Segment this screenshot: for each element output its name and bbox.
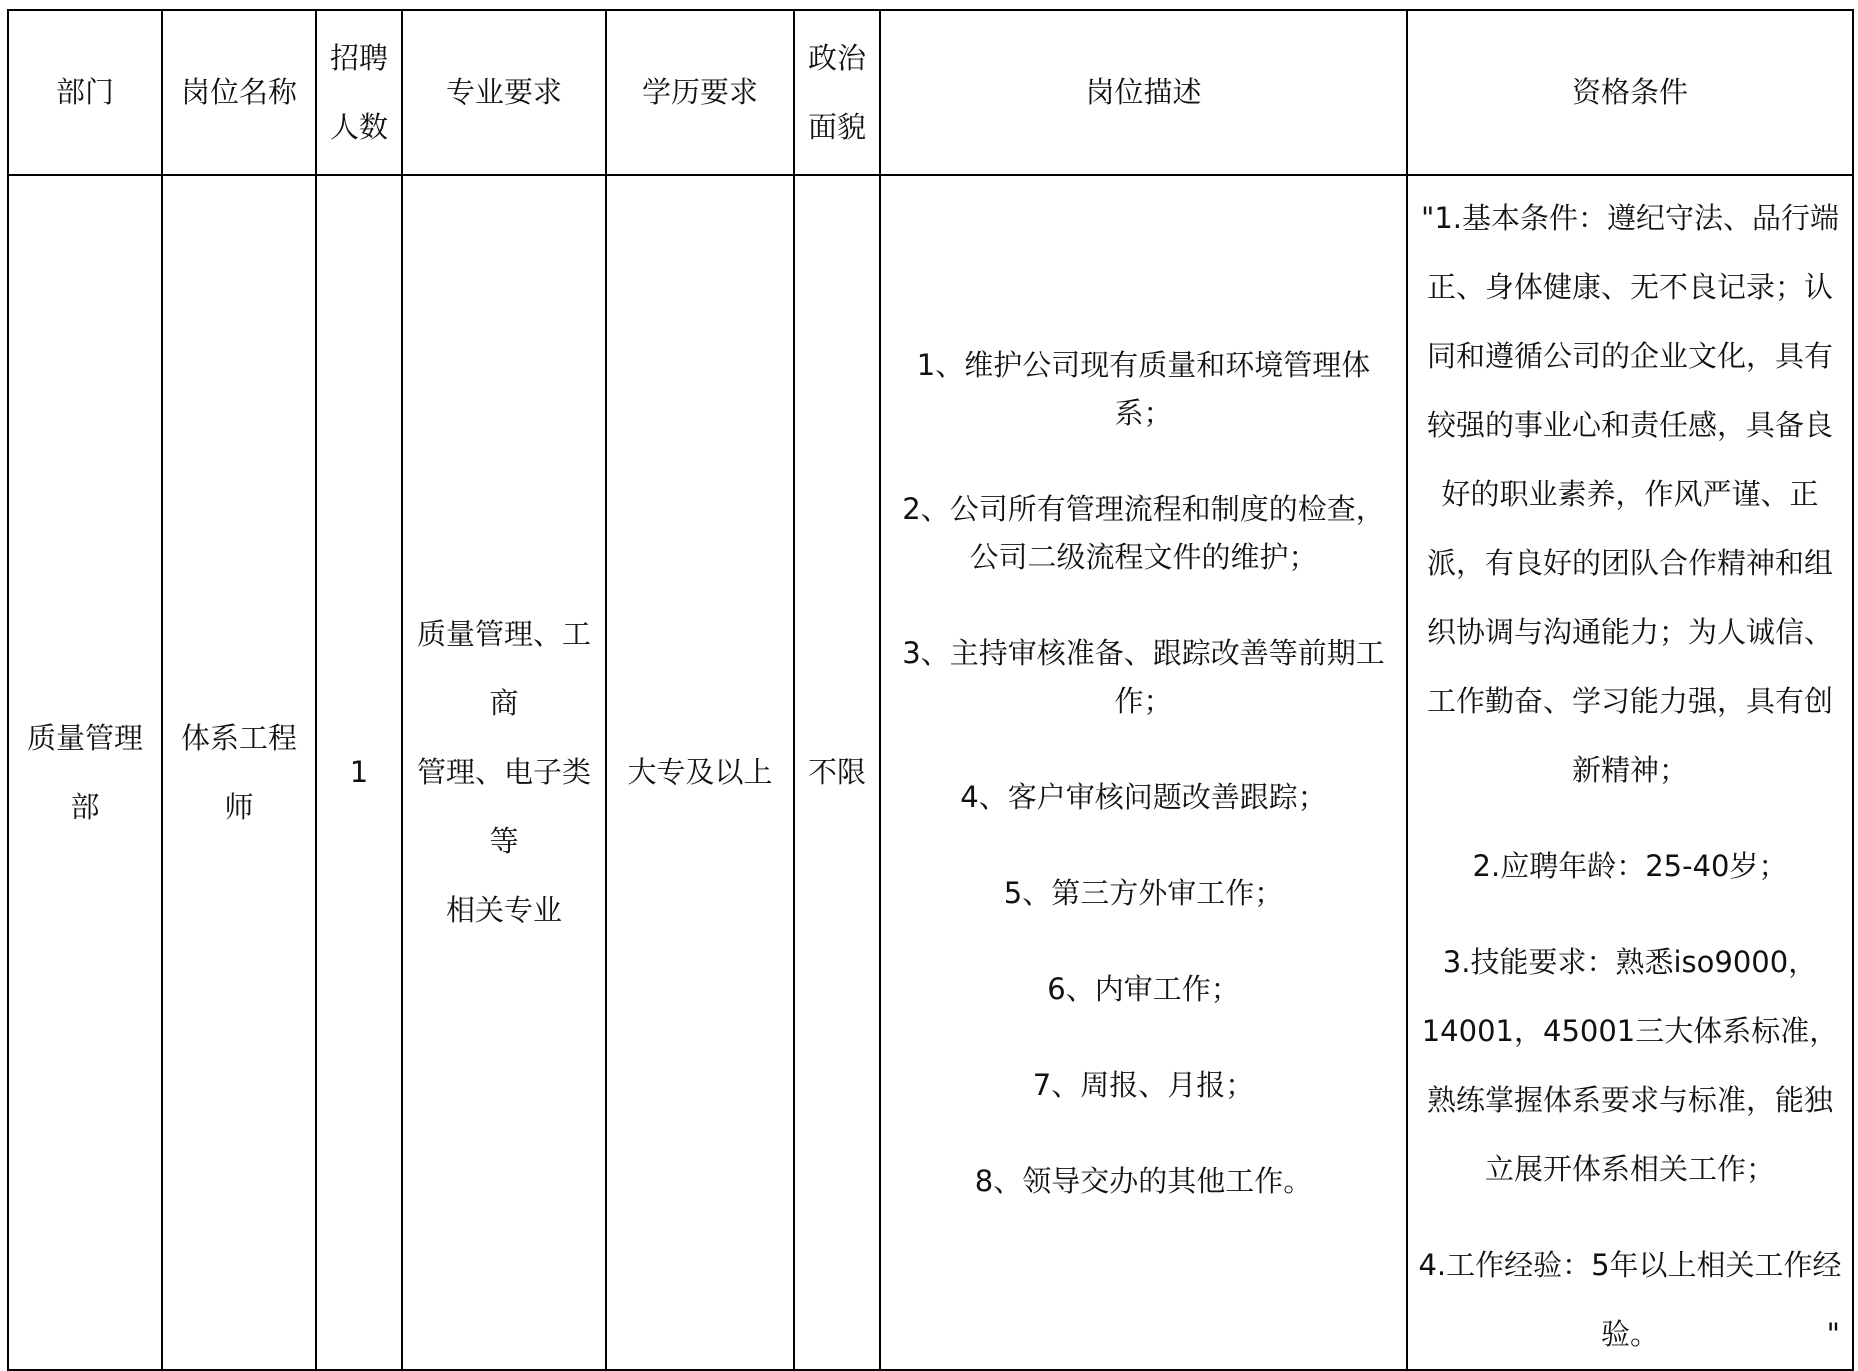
qualification-item-2: 2.应聘年龄：25-40岁； — [1472, 849, 1788, 883]
cell-major — [402, 175, 606, 1370]
header-dept: 部门 — [8, 10, 162, 175]
recruitment-table-sheet — [7, 9, 1852, 1351]
cell-position: 体系工程师 — [162, 175, 316, 1370]
cell-count: 1 — [316, 175, 402, 1370]
header-education: 学历要求 — [606, 10, 794, 175]
description-item-8: 8、领导交办的其他工作。 — [974, 1163, 1313, 1198]
cell-major-line-3: 相关专业 — [445, 893, 562, 927]
cell-description — [880, 175, 1407, 1370]
cell-major-line-1: 质量管理、工商 — [416, 617, 591, 720]
header-count — [316, 10, 402, 175]
description-item-6: 6、内审工作； — [1047, 971, 1240, 1006]
description-item-3: 3、主持审核准备、跟踪改善等前期工作； — [902, 635, 1385, 718]
header-position: 岗位名称 — [162, 10, 316, 175]
header-political — [794, 10, 880, 175]
header-row — [8, 10, 1853, 175]
recruitment-table — [7, 9, 1854, 1371]
qualification-item-1: "1.基本条件：遵纪守法、品行端正、身体健康、无不良记录；认同和遵循公司的企业文化，具有较强的事业心和责任感，具备良好的职业素养，作风严谨、正派，有良好的团队合作精神和组织协调与沟通能力；为人诚信、工作勤奋、学习能力强，具有创新精神； — [1420, 201, 1839, 787]
header-count-line-1: 招聘 — [329, 40, 388, 75]
description-item-2: 2、公司所有管理流程和制度的检查，公司二级流程文件的维护； — [902, 491, 1385, 574]
table-row — [8, 175, 1853, 1370]
description-item-4: 4、客户审核问题改善跟踪； — [960, 779, 1327, 814]
header-political-line-1: 政治 — [807, 40, 866, 75]
header-qualification: 资格条件 — [1407, 10, 1853, 175]
qualification-end-quote: " — [1826, 1317, 1840, 1351]
header-major: 专业要求 — [402, 10, 606, 175]
qualification-item-4: 4.工作经验：5年以上相关工作经验。 — [1418, 1248, 1842, 1351]
cell-education: 大专及以上 — [606, 175, 794, 1370]
description-item-5: 5、第三方外审工作； — [1003, 875, 1284, 910]
header-count-line-2: 人数 — [329, 109, 388, 144]
description-item-1: 1、维护公司现有质量和环境管理体系； — [916, 347, 1371, 430]
cell-political: 不限 — [794, 175, 880, 1370]
header-description: 岗位描述 — [880, 10, 1407, 175]
description-item-7: 7、周报、月报； — [1032, 1067, 1255, 1102]
header-political-line-2: 面貌 — [807, 109, 866, 144]
cell-dept: 质量管理部 — [8, 175, 162, 1370]
cell-qualification — [1407, 175, 1853, 1370]
cell-major-line-2: 管理、电子类等 — [416, 755, 591, 858]
qualification-item-3: 3.技能要求：熟悉iso9000，14001，45001三大体系标准，熟练掌握体系要求与标准，能独立展开体系相关工作； — [1421, 945, 1839, 1186]
